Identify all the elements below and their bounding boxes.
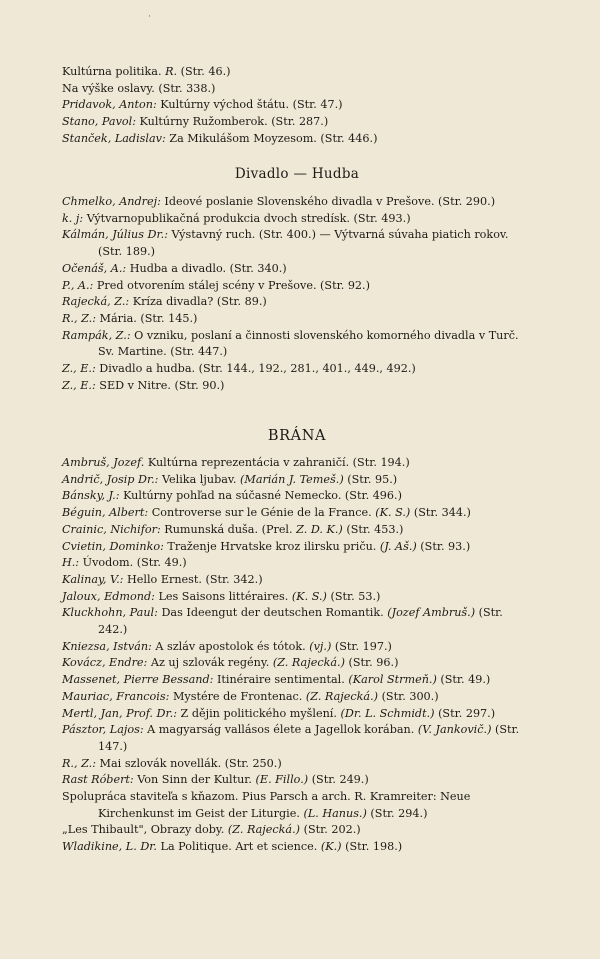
index-entry [62, 655, 532, 672]
index-entry [62, 822, 532, 839]
intro-entries [62, 64, 532, 148]
entry-ref: (Str. 453.) [342, 522, 404, 536]
entry-reviewer: (vj.) [309, 639, 332, 653]
section-heading-divadlo-hudba: Divadlo — Hudba [234, 166, 360, 182]
entry-reviewer: (K.) [320, 840, 342, 854]
entry-ref: (Str. 202.) [300, 823, 361, 837]
entry-ref: (Str. 53.) [326, 589, 381, 603]
entry-author: Mertl, Jan, Prof. Dr.: [62, 706, 177, 720]
entry-author: Z., E.: [62, 378, 96, 392]
index-entry [62, 294, 532, 311]
entry-reviewer: Z. D. K.) [296, 522, 343, 536]
entry-reviewer: (Z. Rajecká.) [227, 823, 301, 837]
section-brana-entries [62, 455, 532, 856]
entry-ref: (Str. 93.) [416, 539, 471, 553]
entry-ref: (Str. 198.) [341, 840, 403, 854]
entry-author: Stanček, Ladislav: [62, 131, 166, 145]
entry-title: Velika ljubav. [158, 472, 240, 486]
entry-reviewer: (E. Fillo.) [255, 773, 309, 787]
entry-ref: (Str. 344.) [410, 506, 471, 520]
section-divadlo-hudba-entries [62, 194, 532, 394]
entry-title: Pred otvorením stálej scény v Prešove. (Str. 92.) [93, 278, 370, 292]
entry-title: Divadlo a hudba. (Str. 144., 192., 281., 401., 449., 492.) [95, 362, 416, 376]
entry-author: Pridavok, Anton: [62, 98, 157, 112]
entry-title: Kultúrna reprezentácia v zahraničí. (Str. 194.) [144, 456, 410, 469]
index-entry [62, 194, 532, 211]
entry-title: Hudba a divadlo. (Str. 340.) [126, 261, 287, 275]
entry-title: SED v Nitre. (Str. 90.) [95, 378, 225, 392]
entry-author: R., Z.: [62, 311, 96, 325]
entry-author: Wladikine, L. Dr. [62, 840, 157, 854]
entry-title: Výstavný ruch. (Str. 400.) — Výtvarná súvaha piatich rokov. (Str. 189.) [98, 228, 509, 259]
index-entry [62, 505, 532, 522]
entry-author: Kálmán, Július Dr.: [62, 228, 168, 242]
entry-ref: (Str. 242.) [98, 606, 503, 637]
index-entry [62, 522, 532, 539]
entry-title: Ideové poslanie Slovenského divadla v Prešove. (Str. 290.) [160, 195, 496, 208]
index-entry [62, 97, 532, 114]
entry-title: Na výške oslavy. (Str. 338.) [62, 81, 216, 95]
index-entry [62, 211, 532, 228]
index-entry [62, 706, 532, 723]
index-entry [62, 81, 532, 98]
entry-title: Mai szlovák novellák. (Str. 250.) [96, 756, 282, 770]
index-entry [62, 756, 532, 773]
entry-title: Rumunská duša. (Prel. [160, 522, 297, 536]
entry-ref: (Str. 95.) [343, 472, 398, 486]
entry-ref: (Str. 147.) [98, 723, 520, 753]
index-entry [62, 789, 532, 822]
entry-reviewer: (K. S.) [375, 506, 411, 520]
entry-author: Mauriac, Francois: [62, 689, 170, 703]
entry-ref: (Str. 197.) [331, 639, 392, 653]
index-entry [62, 672, 532, 689]
index-entry [62, 589, 532, 606]
index-entry [62, 539, 532, 556]
entry-author: Pásztor, Lajos: [62, 723, 144, 737]
entry-reviewer: (Z. Rajecká.) [305, 689, 379, 703]
index-entry [62, 131, 532, 148]
entry-reviewer: (J. Aš.) [379, 539, 417, 553]
index-entry [62, 472, 532, 489]
page-mark: · [148, 12, 151, 22]
index-entry [62, 114, 532, 131]
entry-author: Z., E.: [62, 362, 96, 376]
entry-title: Von Sinn der Kultur. [133, 773, 256, 787]
entry-title: Az uj szlovák regény. [147, 656, 273, 670]
entry-title: Les Saisons littéraires. [154, 589, 292, 603]
index-entry [62, 689, 532, 706]
entry-reviewer: (Z. Rajecká.) [272, 656, 345, 670]
entry-title: Spolupráca staviteľa s kňazom. Pius Parsch a arch. R. Kramreiter: Neue Kirchenkunst im Geist der Liturgie. [62, 790, 471, 820]
entry-title: Kultúrna politika. [62, 65, 166, 78]
entry-title: Za Mikulášom Moyzesom. (Str. 446.) [165, 131, 378, 145]
entry-title: A szláv apostolok és tótok. [151, 639, 310, 653]
entry-title: Controverse sur le Génie de la France. [148, 506, 376, 520]
entry-ref: (Str. 46.) [177, 65, 231, 78]
entry-title: Kultúrny Ružomberok. (Str. 287.) [135, 115, 329, 129]
entry-author: Rampák, Z.: [62, 328, 131, 342]
index-entry [62, 378, 532, 395]
index-entry [62, 311, 532, 328]
section-heading-brana: BRÁNA [267, 428, 327, 444]
entry-author: Kluckhohn, Paul: [62, 606, 158, 620]
entry-author: P., A.: [62, 278, 94, 292]
entry-reviewer: (K. S.) [291, 589, 327, 603]
index-entry [62, 488, 532, 505]
entry-author: H.: [62, 556, 80, 570]
entry-title: Itinéraire sentimental. [213, 673, 349, 687]
entry-author: Andrič, Josip Dr.: [62, 472, 159, 486]
entry-reviewer: (L. Hanus.) [303, 806, 367, 820]
entry-author: Jaloux, Edmond: [62, 589, 155, 603]
entry-title: Z dějin politického myšlení. [176, 706, 341, 720]
entry-reviewer: (Jozef Ambruš.) [387, 606, 476, 620]
entry-title: Výtvarnopublikačná produkcia dvoch stredísk. (Str. 493.) [83, 211, 411, 225]
entry-title: Das Ideengut der deutschen Romantik. [157, 606, 388, 620]
entry-author: Rast Róbert: [62, 773, 134, 787]
entry-ref: (Str. 49.) [436, 673, 491, 687]
entry-author: k. j: [62, 211, 84, 225]
index-entry [62, 328, 532, 361]
entry-title: Hello Ernest. (Str. 342.) [123, 572, 263, 586]
entry-author: Crainic, Nichifor: [62, 522, 161, 536]
entry-reviewer: (Marián J. Temeš.) [240, 472, 344, 486]
entry-author: Kovácz, Endre: [62, 656, 148, 670]
entry-author: Kniezsa, István: [62, 639, 152, 653]
entry-ref: (Str. 294.) [366, 806, 428, 820]
entry-author: Očenáš, A.: [62, 261, 127, 275]
entry-title: O vzniku, poslaní a činnosti slovenského komorného divadla v Turč. Sv. Martine. (Str. 447.) [98, 328, 519, 359]
entry-title: La Politique. Art et science. [156, 840, 321, 854]
entry-ref: (Str. 297.) [434, 706, 496, 720]
entry-ref: (Str. 96.) [344, 656, 399, 670]
entry-title: Mystére de Frontenac. [169, 689, 306, 703]
entry-author: R., Z.: [62, 756, 96, 770]
entry-author: Rajecká, Z.: [62, 295, 130, 309]
entry-title: Kultúrny pohľad na súčasné Nemecko. (Str. 496.) [119, 489, 402, 503]
entry-reviewer: (Karol Strmeň.) [348, 673, 437, 687]
entry-title: Traženje Hrvatske kroz ilirsku priču. [163, 539, 380, 553]
entry-author: Kalinay, V.: [62, 572, 124, 586]
index-entry [62, 772, 532, 789]
entry-title: Mária. (Str. 145.) [96, 311, 198, 325]
entry-author: Bánsky, J.: [62, 489, 120, 503]
entry-ref: (Str. 249.) [308, 773, 369, 787]
index-entry [62, 639, 532, 656]
index-entry [62, 555, 532, 572]
entry-ref: (Str. 300.) [378, 689, 439, 703]
index-entry [62, 261, 532, 278]
index-entry [62, 455, 532, 472]
entry-title: Kultúrny východ štátu. (Str. 47.) [156, 98, 343, 112]
entry-author: Massenet, Pierre Bessand: [62, 673, 214, 687]
entry-author: Stano, Pavol: [62, 115, 136, 129]
index-entry [62, 572, 532, 589]
index-entry [62, 227, 532, 260]
entry-author: Ambruš, Jozef. [62, 456, 145, 469]
entry-reviewer: (V. Jankovič.) [417, 723, 492, 737]
entry-author: Béguin, Albert: [62, 506, 149, 520]
entry-title: Úvodom. (Str. 49.) [79, 556, 187, 570]
index-entry [62, 605, 532, 638]
entry-author: Chmelko, Andrej: [62, 195, 161, 208]
index-entry [62, 722, 532, 755]
entry-author: Cvietin, Dominko: [62, 539, 164, 553]
entry-title: „Les Thibault", Obrazy doby. [62, 823, 228, 837]
entry-title: Kríza divadla? (Str. 89.) [129, 295, 267, 309]
index-entry [62, 839, 532, 856]
entry-reviewer: R. [165, 65, 178, 78]
index-entry [62, 64, 532, 81]
index-entry [62, 361, 532, 378]
entry-reviewer: (Dr. L. Schmidt.) [340, 706, 435, 720]
index-entry [62, 278, 532, 295]
entry-title: A magyarság vallásos élete a Jagellok korában. [143, 723, 418, 737]
